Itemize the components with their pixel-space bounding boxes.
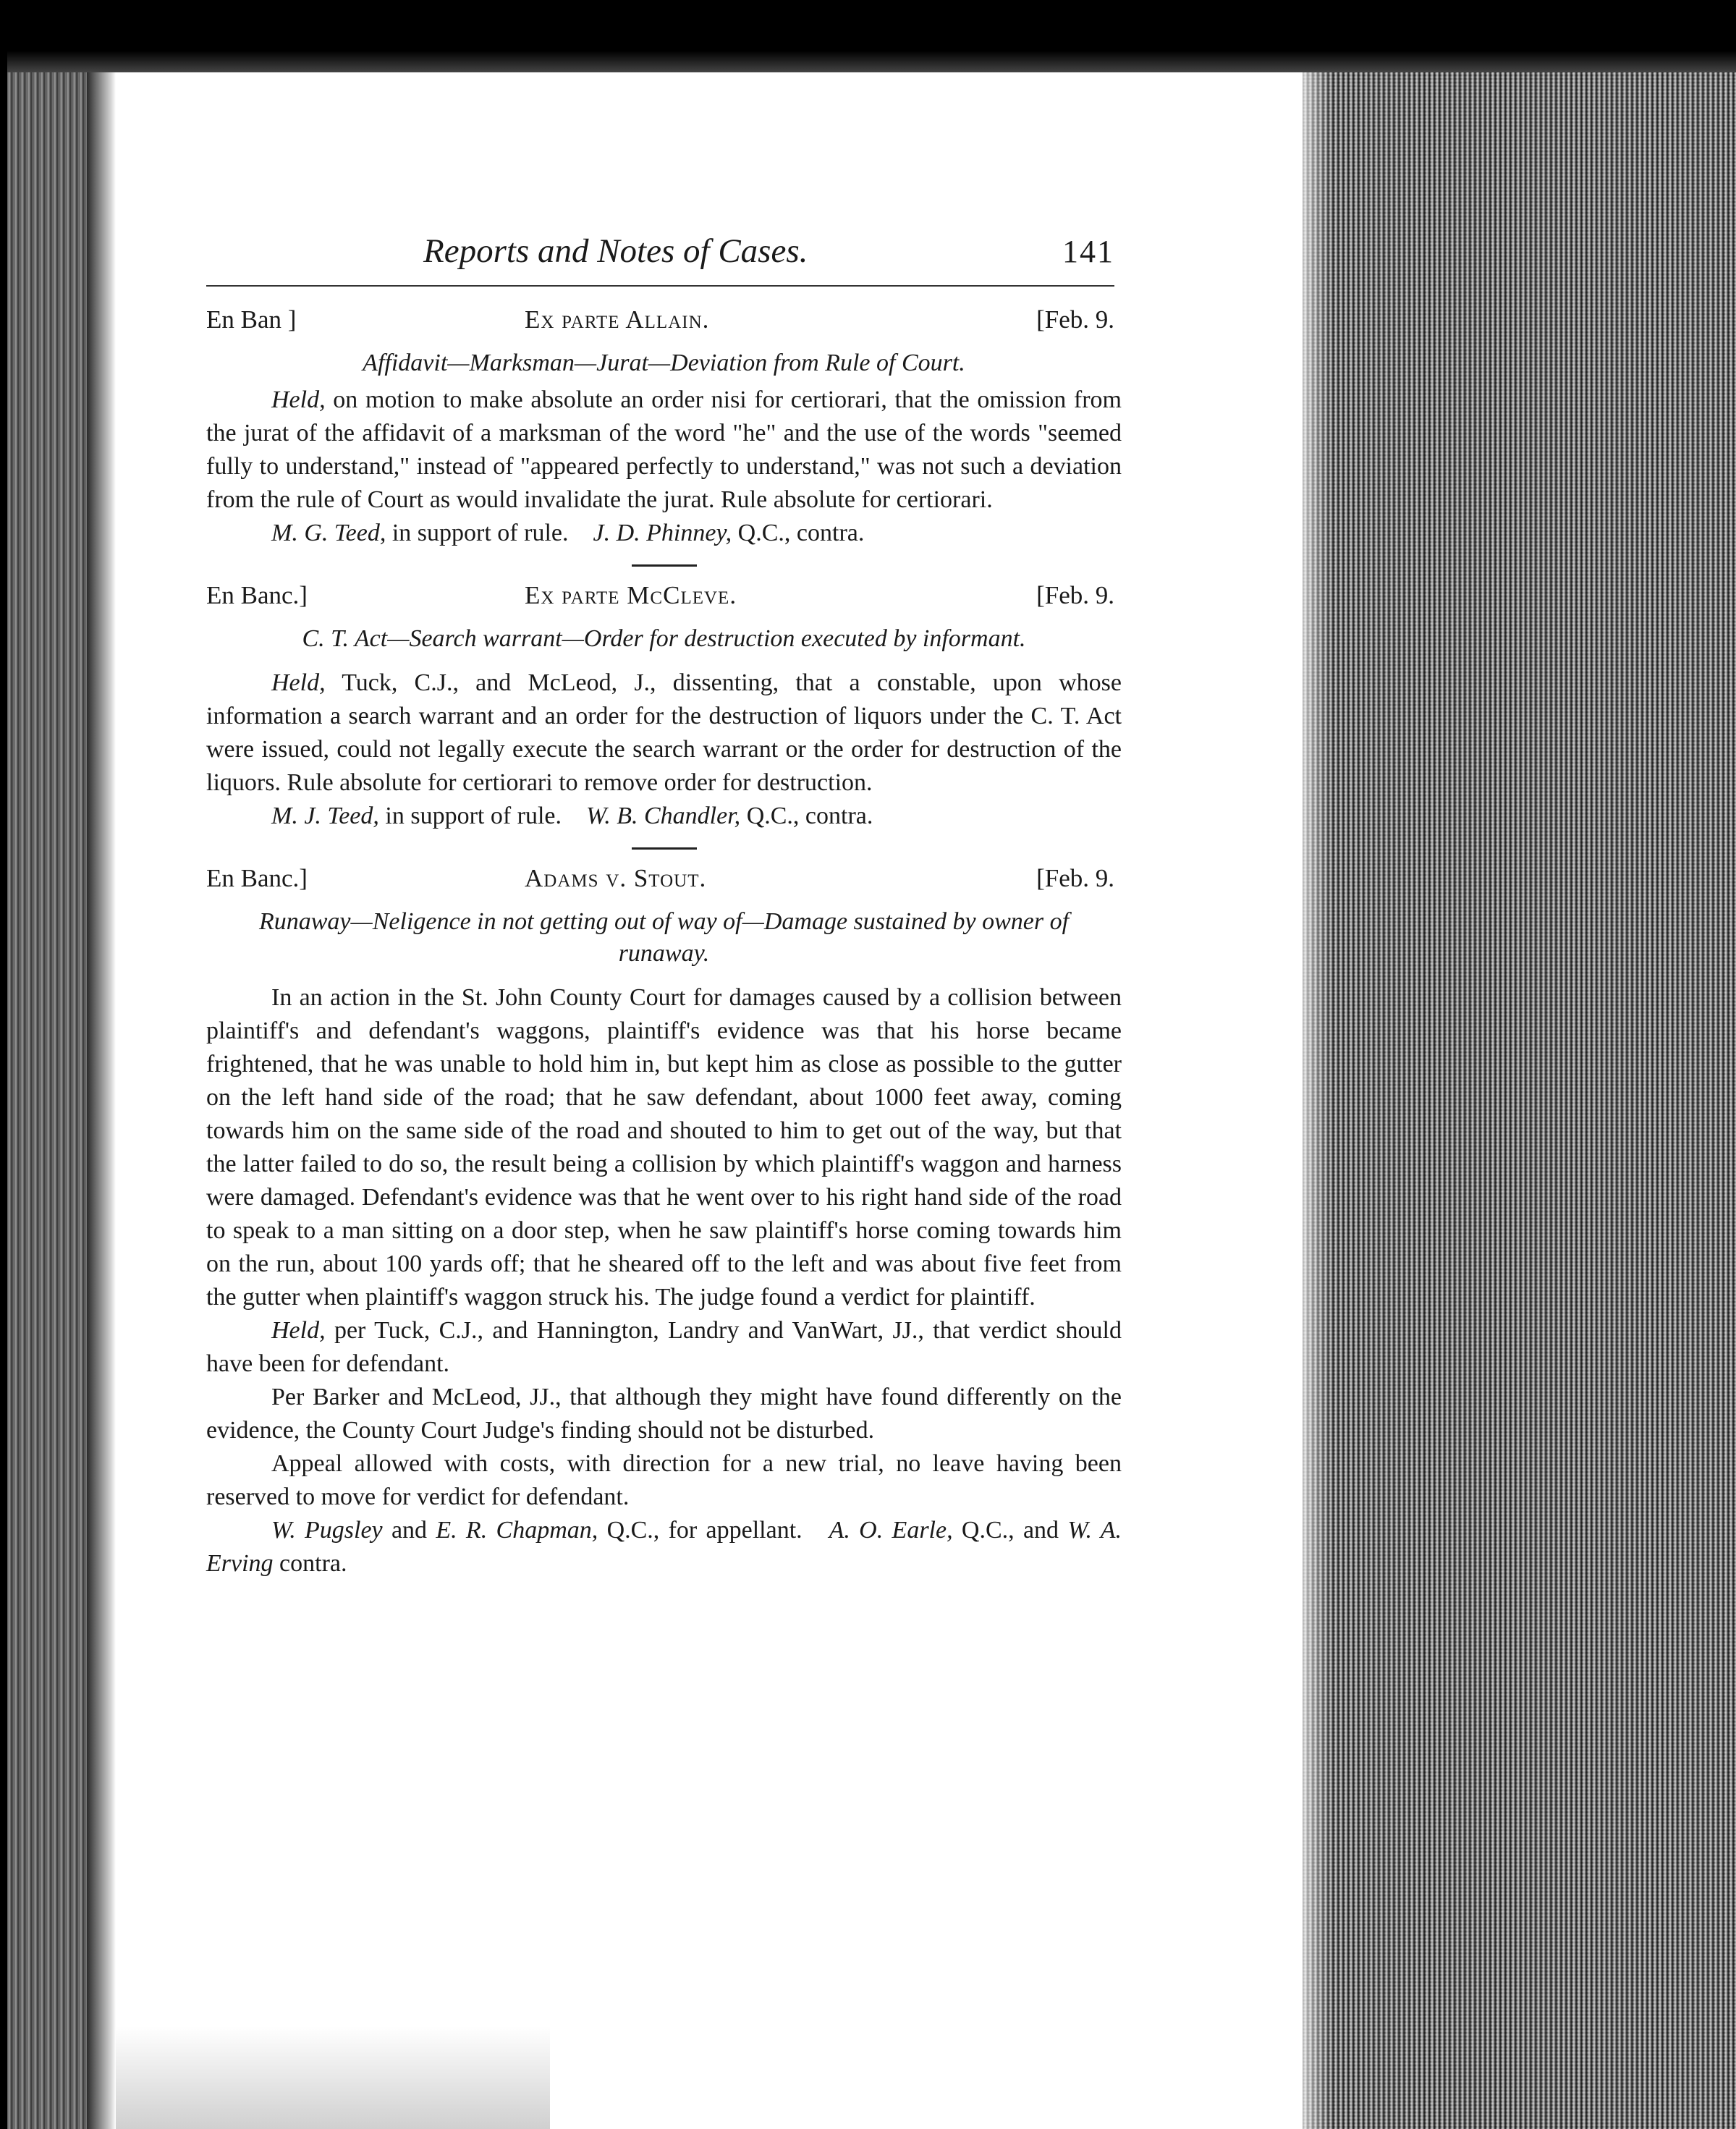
held-word: Held,: [271, 386, 326, 413]
counsel-name: E. R. Chapman,: [436, 1517, 598, 1544]
held-word: Held,: [271, 669, 326, 696]
binding-shadow: [87, 72, 116, 2129]
counsel-name: J. D. Phinney,: [593, 520, 732, 546]
counsel-line: [206, 517, 1122, 550]
counsel-role: Q.C., and: [961, 1517, 1059, 1544]
case-adams-v-stout: [206, 864, 1122, 1580]
counsel-name: M. J. Teed,: [271, 803, 379, 829]
headnote: C. T. Act—Search warrant—Order for destruction executed by informant.: [302, 625, 1026, 652]
appeal-paragraph: Appeal allowed with costs, with direction for a new trial, no leave having been reserved to move for verdict for defendant.: [206, 1450, 1122, 1510]
case-header: [206, 864, 1122, 905]
page-number: 141: [1062, 234, 1114, 269]
counsel-role: Q.C., for appellant.: [606, 1517, 803, 1544]
counsel-line: [206, 1514, 1122, 1580]
case-ex-parte-allain: [206, 305, 1122, 550]
held-body: Tuck, C.J., and McLeod, J., dissenting, that a constable, upon whose information a search warrant and an order for the destruction of liquors under the C. T. Act were issued, could not legally execute the search warrant or the order for destruction of the liquors. Rule absolute for certiorari to remove order for destruction.: [206, 669, 1122, 796]
case-header: [206, 305, 1122, 346]
counsel-role: contra.: [279, 1550, 347, 1577]
counsel-role: Q.C., contra.: [746, 803, 873, 829]
court-label: En Banc.]: [206, 864, 308, 892]
counsel-role: Q.C., contra.: [737, 520, 865, 546]
held-paragraph: [206, 666, 1122, 800]
running-head: [206, 232, 1122, 282]
case-separator: [632, 564, 697, 567]
page-edges-fade: [1288, 72, 1331, 2129]
header-rule: [206, 285, 1114, 287]
counsel-conjunction: and: [391, 1517, 428, 1544]
counsel-line: [206, 800, 1122, 833]
case-name: Ex parte Allain.: [525, 305, 710, 334]
counsel-role: in support of rule.: [385, 803, 562, 829]
page-edges: [1303, 72, 1736, 2129]
scan-left-border: [0, 0, 7, 2129]
case-ex-parte-mccleve: [206, 581, 1122, 833]
page-content: [206, 232, 1122, 1580]
held-paragraph: [206, 1314, 1122, 1381]
court-label: En Banc.]: [206, 581, 308, 609]
counsel-name: M. G. Teed,: [271, 520, 386, 546]
book-binding: [7, 72, 87, 2129]
running-title: Reports and Notes of Cases.: [423, 232, 808, 270]
bottom-smudge: [116, 2026, 550, 2129]
case-header: [206, 581, 1122, 622]
headnote: Runaway—Neligence in not getting out of way of—Damage sustained by owner of runaway.: [258, 908, 1070, 967]
held-body: on motion to make absolute an order nisi for certiorari, that the omission from the jurat of the affidavit of a marksman of the word "he" and the use of the words "seemed fully to understand," instead of "appeared perfectly to understand," was not such a deviation from the rule of Court as would invalidate the jurat. Rule absolute for certiorari.: [206, 386, 1122, 513]
held-paragraph: [206, 384, 1122, 517]
case-date: [Feb. 9.: [1036, 305, 1114, 334]
scan-top-border: [0, 0, 1736, 72]
court-label: En Ban ]: [206, 305, 297, 334]
case-date: [Feb. 9.: [1036, 581, 1114, 609]
counsel-name: W. B. Chandler,: [586, 803, 741, 829]
case-date: [Feb. 9.: [1036, 864, 1114, 892]
case-name: Adams v. Stout.: [525, 864, 707, 892]
per-paragraph: Per Barker and McLeod, JJ., that although they might have found differently on the evidence, the County Court Judge's finding should not be disturbed.: [206, 1384, 1122, 1444]
counsel-role: in support of rule.: [391, 520, 569, 546]
counsel-name: W. A. Erving: [206, 1517, 1122, 1577]
counsel-name: A. O. Earle,: [829, 1517, 953, 1544]
counsel-name: W. Pugsley: [271, 1517, 383, 1544]
case-name: Ex parte McCleve.: [525, 581, 737, 609]
headnote: Affidavit—Marksman—Jurat—Deviation from Rule of Court.: [363, 350, 965, 376]
held-word: Held,: [271, 1317, 326, 1344]
case-separator: [632, 847, 697, 850]
body-paragraph: In an action in the St. John County Court for damages caused by a collision between plaintiff's and defendant's waggons, plaintiff's evidence was that his horse became frightened, that he was unable to hold him in, but kept him as close as possible to the gutter on the left hand side of the road; that he saw defendant, about 1000 feet away, coming towards him on the same side of the road and shouted to him to get out of the way, but that the latter failed to do so, the result being a collision by which plaintiff's waggon and harness were damaged. Defendant's evidence was that he went over to his right hand side of the road to speak to a man sitting on a door step, when he saw plaintiff's horse coming towards him on the run, about 100 yards off; that he sheared off to the left and was about five feet from the gutter when plaintiff's waggon struck his. The judge found a verdict for plaintiff.: [206, 984, 1122, 1311]
held-body: per Tuck, C.J., and Hannington, Landry and VanWart, JJ., that verdict should have been for defendant.: [206, 1317, 1122, 1377]
